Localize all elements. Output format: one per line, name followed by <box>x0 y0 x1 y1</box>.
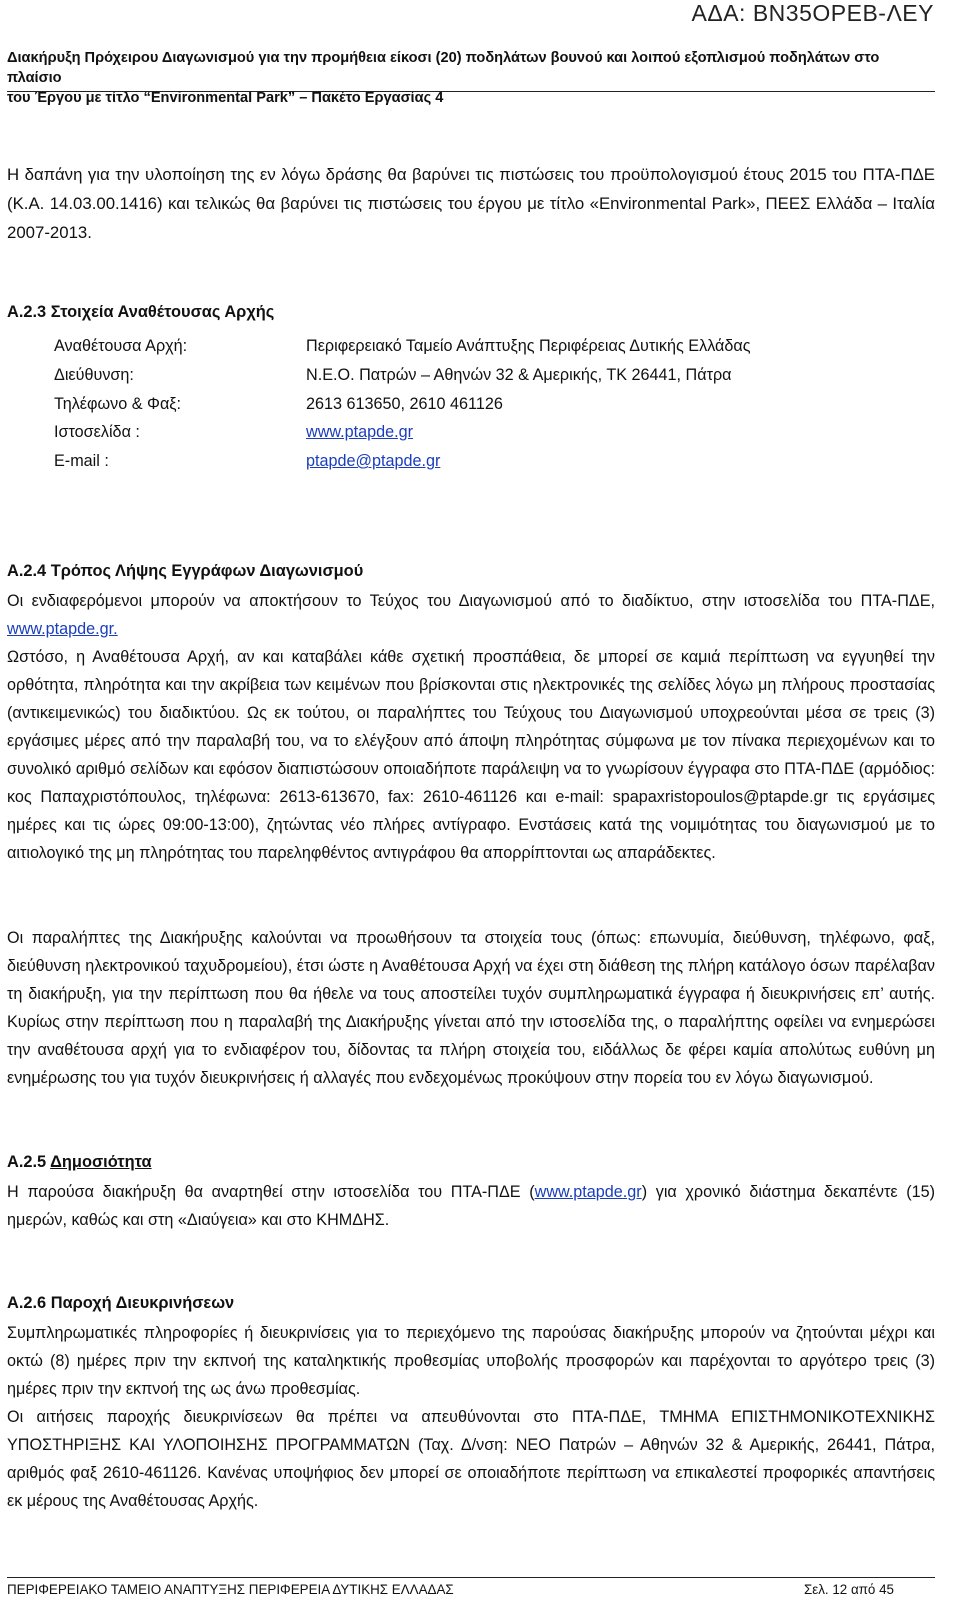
website-link[interactable]: www.ptapde.gr. <box>7 620 118 638</box>
email-link[interactable]: ptapde@ptapde.gr <box>306 452 441 470</box>
footer-divider <box>7 1577 935 1578</box>
section-a26-paragraph-1: Συμπληρωματικές πληροφορίες ή διευκρινίσεις για το περιεχόμενο της παρούσας διακήρυξης μπορούν να ζητούνται μέχρι και οκτώ (8) ημέρες πριν την εκπνοή της καταληκτικής προθεσμίας υποβολής προσφορών και παρέχονται το αργότερο τρεις (3) ημέρες πριν την εκπνοή της ως άνω προθεσμίας. <box>7 1324 935 1398</box>
header-divider <box>7 91 935 92</box>
paragraph-text: Οι ενδιαφερόμενοι μπορούν να αποκτήσουν το Τεύχος του Διαγωνισμού από το διαδίκτυο, στην ιστοσελίδα του ΠΤΑ-ΠΔΕ, <box>7 592 935 610</box>
section-a25-paragraph <box>7 1178 935 1234</box>
paragraph-text: Η παρούσα διακήρυξη θα αναρτηθεί στην ιστοσελίδα του ΠΤΑ-ΠΔΕ ( <box>7 1183 535 1201</box>
page-number: Σελ. 12 από 45 <box>803 1582 894 1597</box>
section-number: Α.2.5 <box>7 1153 51 1171</box>
info-row-address <box>54 361 934 389</box>
website-link[interactable]: www.ptapde.gr <box>534 1183 642 1201</box>
document-header <box>7 48 935 108</box>
info-value: 2613 613650, 2610 461126 <box>306 395 503 413</box>
info-row-phone-fax <box>54 390 934 418</box>
section-a24-paragraph-1 <box>7 587 935 643</box>
header-line-2: του Έργου με τίτλο “Environmental Park” – Πακέτο Εργασίας 4 <box>7 90 444 106</box>
info-value: Περιφερειακό Ταμείο Ανάπτυξης Περιφέρειας Δυτικής Ελλάδας <box>306 337 751 355</box>
info-label: Τηλέφωνο & Φαξ: <box>54 395 182 413</box>
info-label: Αναθέτουσα Αρχή: <box>54 337 188 355</box>
info-row-email <box>54 447 934 475</box>
info-row-website <box>54 418 934 446</box>
info-label: Διεύθυνση: <box>54 366 134 384</box>
website-link[interactable]: www.ptapde.gr <box>306 423 414 441</box>
header-line-1: Διακήρυξη Πρόχειρου Διαγωνισμού για την προμήθεια είκοσι (20) ποδηλάτων βουνού και λοιπού εξοπλισμού ποδηλάτων στο πλαίσιο <box>7 50 880 86</box>
section-a24-paragraph-3: Οι παραλήπτες της Διακήρυξης καλούνται να προωθήσουν τα στοιχεία τους (όπως: επωνυμία, διεύθυνση, τηλέφωνο, φαξ, διεύθυνση ηλεκτρονικού ταχυδρομείου), έτσι ώστε η Αναθέτουσα Αρχή να έχει στη διάθεση της πλήρη κατάλογο όσων παρέλαβαν τη διακήρυξη, για την περίπτωση που θα ήθελε να τους αποστείλει τυχόν συμπληρωματικά έγγραφα ή διευκρινήσεις επ’ αυτής. Κυρίως στην περίπτωση που η παραλαβή της Διακήρυξης γίνεται από την ιστοσελίδα της, ο παραλήπτης οφείλει να ενημερώσει την αναθέτουσα αρχή για το ενδιαφέρον του, δίδοντας τα πλήρη στοιχεία του, ειδάλλως δε φέρει καμία απολύτως ευθύνη μη ενημέρωσης του για τυχόν διευκρινήσεις ή αλλαγές που ενδεχομένως προκύψουν στην πορεία του εν λόγω διαγωνισμού. <box>7 929 935 1087</box>
ada-code: ΑΔΑ: ΒΝ35ΟΡΕΒ-ΛΕΥ <box>691 0 934 26</box>
paragraph-text: ) για χρονικό διάστημα δεκαπέντε (15) ημερών, καθώς και στη «Διαύγεια» και στο ΚΗΜΔΗΣ. <box>7 1183 936 1229</box>
section-a26-paragraph-2: Οι αιτήσεις παροχής διευκρινίσεων θα πρέπει να απευθύνονται στο ΠΤΑ-ΠΔΕ, ΤΜΗΜΑ ΕΠΙΣΤΗΜΟΝΙΚΟΤΕΧΝΙΚΗΣ ΥΠΟΣΤΗΡΙΞΗΣ ΚΑΙ ΥΛΟΠΟΙΗΣΗΣ ΠΡΟΓΡΑΜΜΑΤΩΝ (Ταχ. Δ/νση: ΝΕΟ Πατρών – Αθηνών 32 & Αμερικής, 26441, Πάτρα, αριθμός φαξ 2610-461126. Κανένας υποψήφιος δεν μπορεί σε οποιαδήποτε περίπτωση να επικαλεστεί προφορικές απαντήσεις εκ μέρους της Αναθέτουσας Αρχής. <box>7 1408 935 1510</box>
info-row-authority <box>54 332 934 360</box>
section-a24-title: Α.2.4 Τρόπος Λήψης Εγγράφων Διαγωνισμού <box>7 562 364 580</box>
info-label: Ιστοσελίδα : <box>54 423 140 441</box>
section-name: Δημοσιότητα <box>50 1153 152 1171</box>
info-value: Ν.Ε.Ο. Πατρών – Αθηνών 32 & Αμερικής, ΤΚ 26441, Πάτρα <box>306 366 732 384</box>
section-a23-title: Α.2.3 Στοιχεία Αναθέτουσας Αρχής <box>7 303 275 321</box>
intro-paragraph: Η δαπάνη για την υλοποίηση της εν λόγω δράσης θα βαρύνει τις πιστώσεις του προϋπολογισμού έτους 2015 του ΠΤΑ-ΠΔΕ (Κ.Α. 14.03.00.1416) και τελικώς θα βαρύνει τις πιστώσεις του έργου με τίτλο «Environmental Park», ΠΕΕΣ Ελλάδα – Ιταλία 2007-2013. <box>7 165 935 242</box>
section-a25-title <box>7 1153 152 1172</box>
footer-organization: ΠΕΡΙΦΕΡΕΙΑΚΟ ΤΑΜΕΙΟ ΑΝΑΠΤΥΞΗΣ ΠΕΡΙΦΕΡΕΙΑ ΔΥΤΙΚΗΣ ΕΛΛΑΔΑΣ <box>7 1582 454 1597</box>
section-a26-title: Α.2.6 Παροχή Διευκρινήσεων <box>7 1294 235 1312</box>
info-label: E-mail : <box>54 452 109 470</box>
section-a24-paragraph-2: Ωστόσο, η Αναθέτουσα Αρχή, αν και καταβάλει κάθε σχετική προσπάθεια, δε μπορεί σε καμιά περίπτωση να εγγυηθεί την ορθότητα, πληρότητα και την ακρίβεια των κειμένων που βρίσκονται στις ηλεκτρονικές της σελίδες λόγω μη πλήρους προστασίας (αντικειμενικώς) του διαδικτύου. Ως εκ τούτου, οι παραλήπτες του Τεύχους του Διαγωνισμού υποχρεούνται μέσα σε τρεις (3) εργάσιμες μέρες από την παραλαβή του, να το ελέγξουν από άποψη πληρότητας σύμφωνα με τον πίνακα περιεχομένων και το συνολικό αριθμό σελίδων και εφόσον διαπιστώσουν οποιαδήποτε παράλειψη να το γνωρίσουν έγγραφα στο ΠΤΑ-ΠΔΕ (αρμόδιος: κος Παπαχριστόπουλος, τηλέφωνα: 2613-613670, fax: 2610-461126 και e-mail: spapaxristopoulos@ptapde.gr τις εργάσιμες ημέρες και τις ώρες 09:00-13:00), ζητώντας νέο πλήρες αντίγραφο. Ενστάσεις κατά της νομιμότητας του διαγωνισμού με το αιτιολογικό της μη πληρότητας του παρεληφθέντος αντιγράφου θα απορρίπτονται ως απαράδεκτες. <box>7 648 935 862</box>
